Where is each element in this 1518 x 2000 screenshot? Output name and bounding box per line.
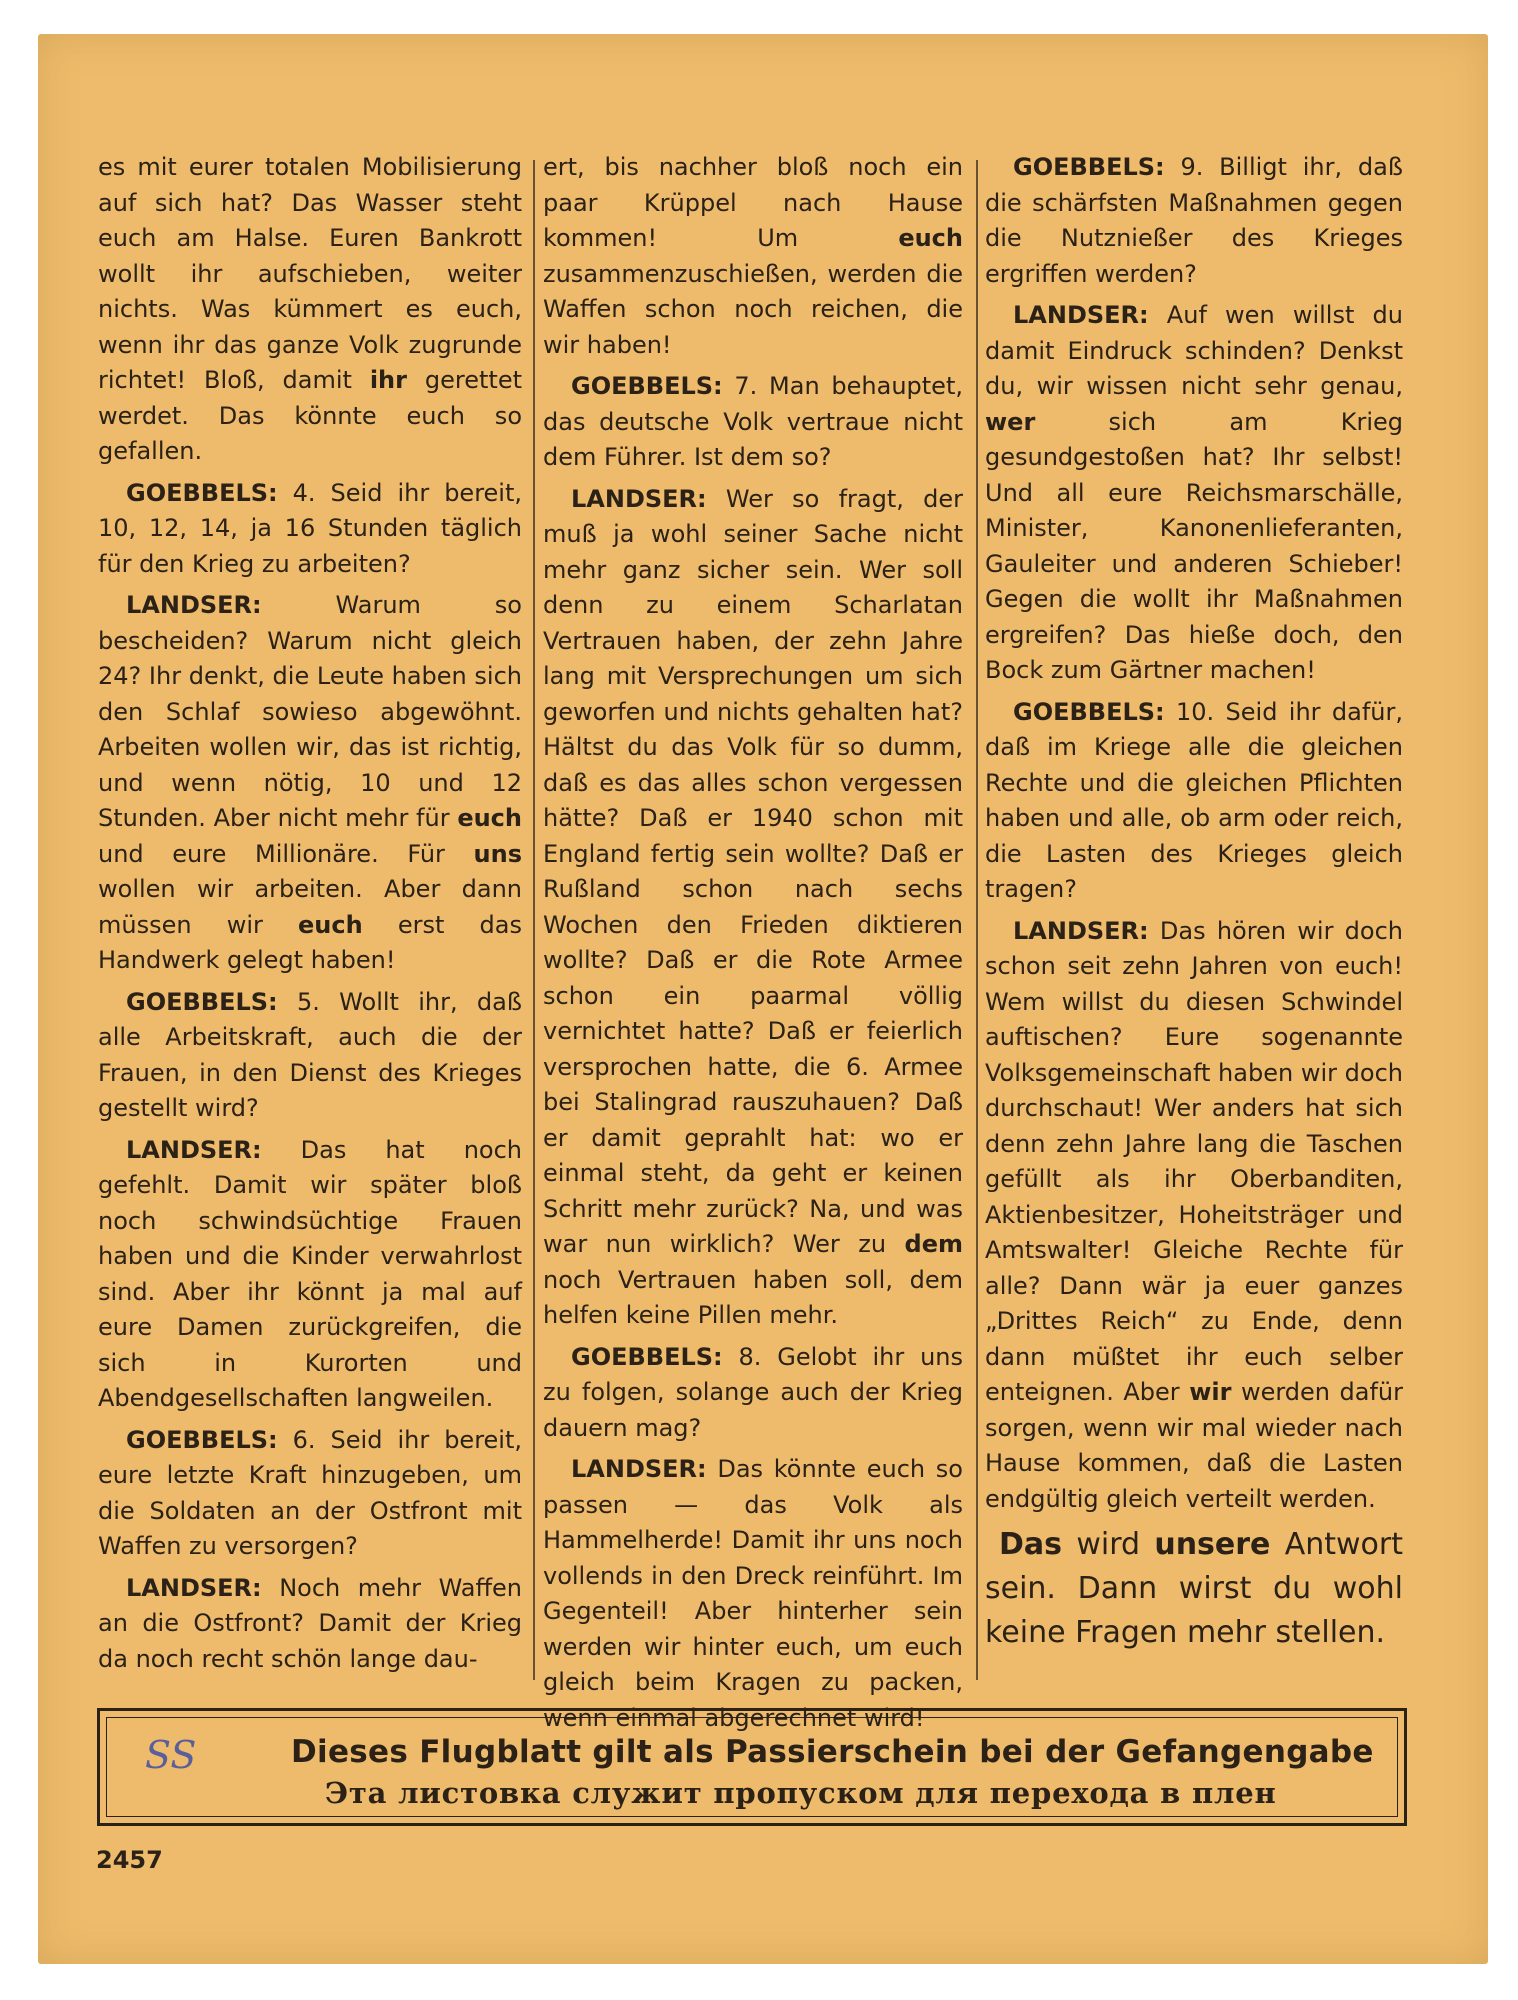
speaker-label: LANDSER: bbox=[571, 484, 707, 513]
speaker-label: GOEBBELS: bbox=[571, 1342, 723, 1371]
runes-logo-icon: SS bbox=[145, 1733, 197, 1777]
paragraph: LANDSER: Das könnte euch so passen — das Volk als Hammelherde! Damit ihr uns noch vollends in den Dreck reinführt. Im Gegenteil! Aber hinterher sein werden wir hinter euch, um euch gleich beim Kragen zu packen, wenn einmal abgerechnet wird! bbox=[543, 1455, 963, 1732]
paragraph: LANDSER: Warum so bescheiden? Warum nicht gleich 24? Ihr denkt, die Leute haben sich den Schlaf sowieso abgewöhnt. Arbeiten wollen wir, das ist richtig, und wenn nötig, 10 und 12 Stunden. Aber nicht mehr für euch und eure Millionäre. Für uns wollen wir arbeiten. Aber dann müssen wir euch erst das Handwerk gelegt haben! bbox=[98, 591, 522, 974]
paragraph: es mit eurer totalen Mobilisierung auf sich hat? Das Wasser steht euch am Halse. Euren Bankrott wollt ihr aufschieben, weiter nichts. Was kümmert es euch, wenn ihr das ganze Volk zugrunde richtet! Bloß, damit ihr gerettet werdet. Das könnte euch so gefallen. bbox=[98, 153, 522, 465]
paragraph: GOEBBELS: 8. Gelobt ihr uns zu folgen, solange auch der Krieg dauern mag? bbox=[543, 1342, 963, 1442]
text-column-3 bbox=[985, 150, 1403, 1690]
paragraph: GOEBBELS: 9. Billigt ihr, daß die schärfsten Maßnahmen gegen die Nutznießer des Krieges ergriffen werden? bbox=[985, 153, 1403, 288]
paragraph: LANDSER: Wer so fragt, der muß ja wohl seiner Sache nicht mehr ganz sicher sein. Wer soll denn zu einem Scharlatan Vertrauen haben, der zehn Jahre lang mit Versprechungen um sich geworfen und nichts gehalten hat? Hältst du das Volk für so dumm, daß es das alles schon vergessen hätte? Daß er 1940 schon mit England fertig sein wollte? Daß er Rußland schon nach sechs Wochen den Frieden diktieren wollte? Daß er die Rote Armee schon ein paarmal völlig vernichtet hatte? Daß er feierlich versprochen hatte, die 6. Armee bei Stalingrad rauszuhauen? Daß er damit geprahlt hat: wo er einmal steht, da geht er keinen Schritt mehr zurück? Na, und was war nun wirklich? Wer zu dem noch Vertrauen haben soll, dem helfen keine Pillen mehr. bbox=[543, 484, 963, 1329]
speaker-label: LANDSER: bbox=[1013, 301, 1149, 329]
speaker-label: LANDSER: bbox=[571, 1455, 707, 1483]
paragraph: GOEBBELS: 7. Man behauptet, das deutsche Volk vertraue nicht dem Führer. Ist dem so? bbox=[543, 372, 963, 471]
speaker-label: LANDSER: bbox=[126, 1573, 262, 1602]
closing-statement: Das wird unsere Antwort sein. Dann wirst du wohl keine Fragen mehr stellen. bbox=[985, 1527, 1403, 1650]
leaflet-number: 2457 bbox=[96, 1846, 163, 1874]
text-column-2 bbox=[543, 150, 963, 1732]
speaker-label: LANDSER: bbox=[126, 1135, 262, 1164]
speaker-label: LANDSER: bbox=[1013, 916, 1149, 945]
passierschein-inner-border bbox=[106, 1717, 1398, 1817]
speaker-label: GOEBBELS: bbox=[1013, 697, 1165, 726]
text-column-1 bbox=[98, 150, 522, 1690]
passierschein-box bbox=[97, 1708, 1407, 1826]
paragraph: LANDSER: Noch mehr Waffen an die Ostfront? Damit der Krieg da noch recht schön lange dau- bbox=[98, 1573, 522, 1673]
speaker-label: LANDSER: bbox=[126, 591, 262, 619]
speaker-label: GOEBBELS: bbox=[126, 987, 278, 1016]
paragraph: GOEBBELS: 6. Seid ihr bereit, eure letzte Kraft hinzugeben, um die Soldaten an der Ostfront mit Waffen zu versorgen? bbox=[98, 1425, 522, 1560]
column-divider bbox=[533, 160, 535, 1680]
speaker-label: GOEBBELS: bbox=[571, 372, 723, 400]
speaker-label: GOEBBELS: bbox=[126, 1425, 278, 1454]
paragraph: LANDSER: Das hören wir doch schon seit zehn Jahren von euch! Wem willst du diesen Schwindel auftischen? Eure sogenannte Volksgemeinschaft haben wir doch durchschaut! Wer anders hat sich denn zehn Jahre lang die Taschen gefüllt als ihr Oberbanditen, Aktienbesitzer, Hoheitsträger und Amtswalter! Gleiche Rechte für alle? Dann wär ja euer ganzes „Drittes Reich“ zu Ende, denn dann müßtet ihr euch selber enteignen. Aber wir werden dafür sorgen, wenn wir mal wieder nach Hause kommen, daß die Lasten endgültig gleich verteilt werden. bbox=[985, 916, 1403, 1513]
speaker-label: GOEBBELS: bbox=[126, 478, 278, 507]
paragraph: GOEBBELS: 4. Seid ihr bereit, 10, 12, 14, ja 16 Stunden täglich für den Krieg zu arbeiten? bbox=[98, 478, 522, 578]
passierschein-russian: Эта листовка служит пропуском для перехода в плен bbox=[325, 1776, 1277, 1810]
speaker-label: GOEBBELS: bbox=[1013, 153, 1165, 181]
column-divider bbox=[976, 160, 978, 1680]
paragraph: ert, bis nachher bloß noch ein paar Krüppel nach Hause kommen! Um euch zusammenzuschießen, werden die Waffen schon noch reichen, die wir haben! bbox=[543, 153, 963, 359]
paragraph: GOEBBELS: 10. Seid ihr dafür, daß im Kriege alle die gleichen Rechte und die gleichen Pflichten haben und alle, ob arm oder reich, die Lasten des Krieges gleich tragen? bbox=[985, 697, 1403, 903]
paragraph: LANDSER: Auf wen willst du damit Eindruck schinden? Denkst du, wir wissen nicht sehr genau, wer sich am Krieg gesundgestoßen hat? Ihr selbst! Und all eure Reichsmarschälle, Minister, Kanonenlieferanten, Gauleiter und anderen Schieber! Gegen die wollt ihr Maßnahmen ergreifen? Das hieße doch, den Bock zum Gärtner machen! bbox=[985, 301, 1403, 684]
paragraph: LANDSER: Das hat noch gefehlt. Damit wir später bloß noch schwindsüchtige Frauen haben und die Kinder verwahrlost sind. Aber ihr könnt ja mal auf eure Damen zurückgreifen, die sich in Kurorten und Abendgesellschaften langweilen. bbox=[98, 1135, 522, 1412]
paragraph: GOEBBELS: 5. Wollt ihr, daß alle Arbeitskraft, auch die der Frauen, in den Dienst des Krieges gestellt wird? bbox=[98, 987, 522, 1122]
passierschein-german: Dieses Flugblatt gilt als Passierschein bei der Gefangengabe bbox=[291, 1734, 1374, 1770]
